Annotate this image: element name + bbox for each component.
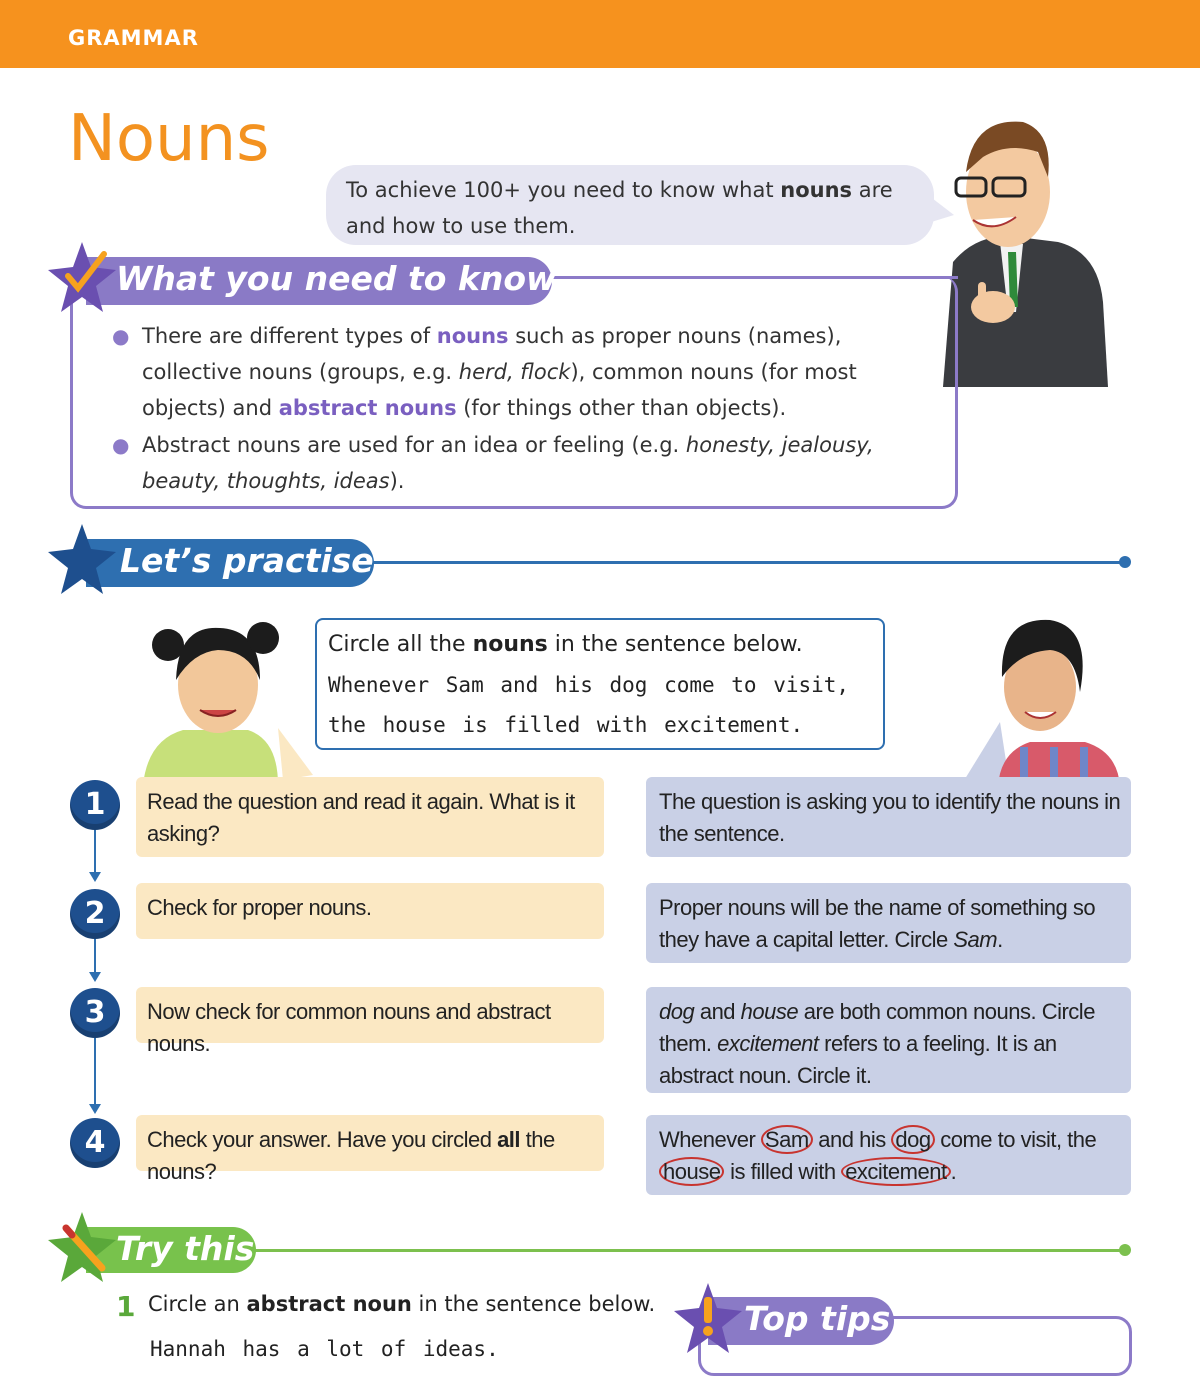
step-connector: [94, 937, 96, 975]
step-2-question-text: Check for proper nouns.: [147, 895, 372, 920]
try-question-text: Circle an abstract noun in the sentence below.: [148, 1292, 656, 1316]
bullet-icon: ●: [112, 324, 130, 348]
circled-noun: Sam: [761, 1125, 813, 1154]
try-divider-end-dot: [1119, 1244, 1131, 1256]
star-pencil-icon: [46, 1210, 118, 1286]
boy-illustration: [960, 612, 1130, 787]
step-number-4: 4: [70, 1118, 120, 1168]
step-4-question-text: Check your answer. Have you circled all the nouns?: [147, 1127, 555, 1184]
step-number-2: 2: [70, 889, 120, 939]
step-1-answer-text: The question is asking you to identify the nouns in the sentence.: [659, 789, 1121, 846]
practise-divider-end-dot: [1119, 556, 1131, 568]
star-check-icon: [46, 240, 118, 316]
know-heading: What you need to know: [116, 259, 557, 298]
step-number-1: 1: [70, 780, 120, 830]
step-3-answer-text: dog and house are both common nouns. Circle them. excitement refers to a feeling. It is an abstract noun. Circle it.: [659, 999, 1095, 1088]
try-divider: [254, 1249, 1124, 1252]
arrowhead-icon: [89, 872, 101, 882]
circled-noun: house: [659, 1157, 724, 1186]
try-question-number: 1: [116, 1290, 136, 1323]
step-connector: [94, 826, 96, 876]
intro-text: To achieve 100+ you need to know what nouns are and how to use them.: [346, 178, 893, 238]
teacher-illustration: [938, 112, 1113, 390]
step-1-question-text: Read the question and read it again. What is it asking?: [147, 789, 575, 846]
step-connector: [94, 1038, 96, 1108]
practise-divider: [372, 561, 1124, 564]
step-number-3: 3: [70, 988, 120, 1038]
try-question-sentence: Hannah has a lot of ideas.: [150, 1337, 499, 1361]
star-exclamation-icon: [672, 1281, 744, 1357]
know-bullet-2: ● Abstract nouns are used for an idea or feeling (e.g. honesty, jealousy, beauty, thoughts, ideas).: [112, 427, 912, 499]
arrowhead-icon: [89, 972, 101, 982]
practise-heading: Let’s practise: [120, 541, 374, 580]
arrowhead-icon: [89, 1104, 101, 1114]
circled-noun: dog: [891, 1125, 934, 1154]
try-heading: Try this: [116, 1229, 255, 1268]
step-4-answer-text: Whenever Sam and his dog come to visit, the house is filled with excitement .: [659, 1127, 1097, 1184]
step-2-answer-text: Proper nouns will be the name of something so they have a capital letter. Circle Sam.: [659, 895, 1096, 952]
question-sentence: Whenever Sam and his dog come to visit, the house is filled with excitement.: [328, 673, 850, 737]
page-title: Nouns: [68, 102, 270, 176]
question-text: Circle all the nouns in the sentence below. Whenever Sam and his dog come to visit, the house is filled with excitement.: [328, 625, 868, 745]
header-label: GRAMMAR: [68, 26, 199, 50]
bullet-icon: ●: [112, 433, 130, 457]
circled-noun: excitement: [841, 1157, 950, 1186]
tips-heading: Top tips: [744, 1299, 891, 1338]
know-bullet-1: ● There are different types of nouns such as proper nouns (names), collective nouns (groups, e.g. herd, flock), common nouns (for most objects) and abstract nouns (for things other than objects).: [112, 318, 912, 426]
know-divider: [550, 276, 958, 279]
star-icon: [46, 522, 118, 598]
girl-illustration: [138, 610, 318, 785]
step-3-question-text: Now check for common nouns and abstract nouns.: [147, 999, 551, 1056]
